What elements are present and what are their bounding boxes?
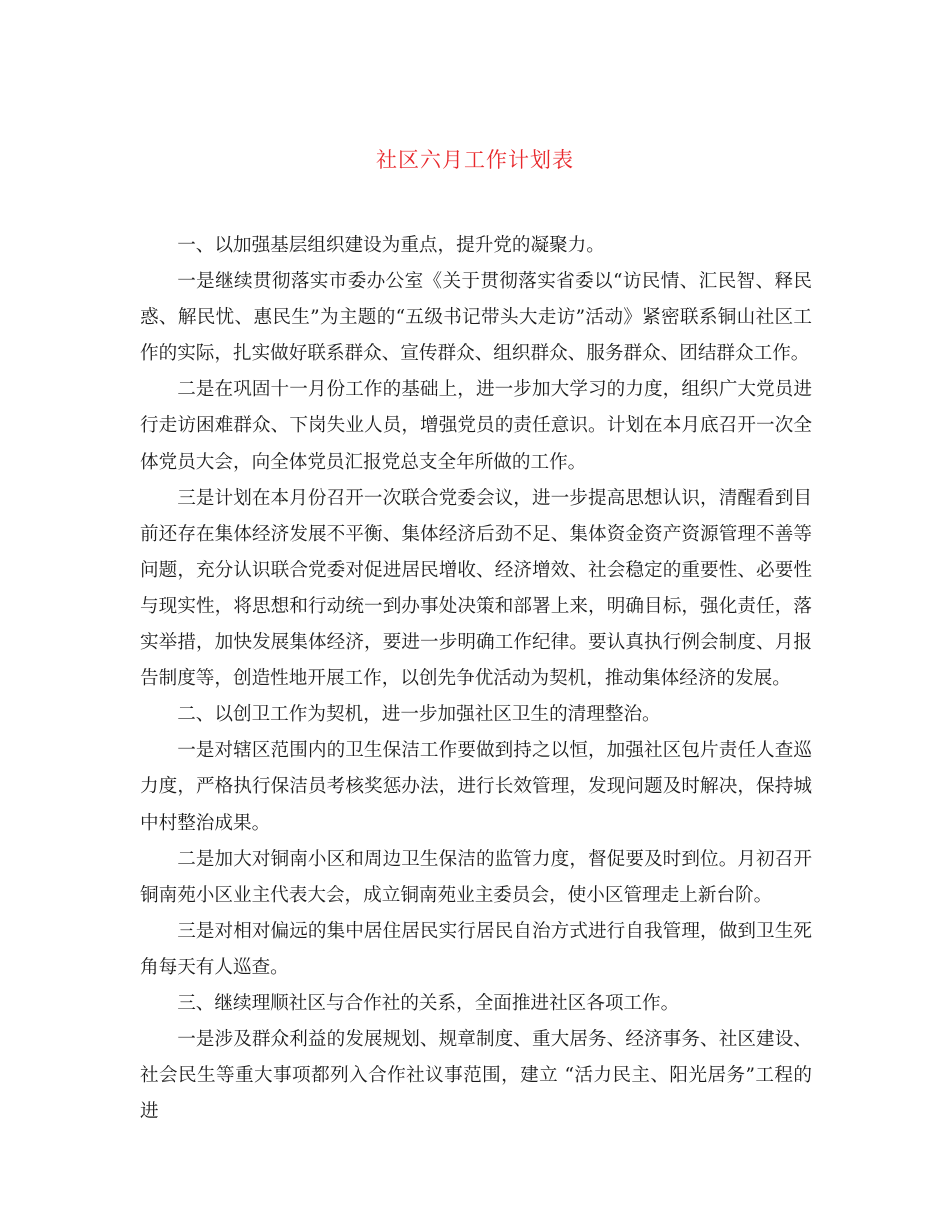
paragraph: 三是对相对偏远的集中居住居民实行居民自治方式进行自我管理，做到卫生死角每天有人巡查。 — [140, 920, 812, 978]
document-title: 社区六月工作计划表 — [376, 148, 574, 172]
paragraph-section-1-heading: 一、以加强基层组织建设为重点，提升党的凝聚力。 — [177, 235, 605, 256]
paragraph: 一是涉及群众利益的发展规划、规章制度、重大居务、经济事务、社区建设、社会民生等重大事项都列入合作社议事范围，建立 “活力民主、阳光居务”工程的进 — [140, 1029, 812, 1123]
paragraph: 三是计划在本月份召开一次联合党委会议，进一步提高思想认识，清醒看到目前还存在集体经济发展不平衡、集体经济后劲不足、集体资金资产资源管理不善等问题，充分认识联合党委对促进居民增收、经济增效、社会稳定的重要性、必要性与现实性，将思想和行动统一到办事处决策和部署上来，明确目标，强化责任，落实举措，加快发展集体经济，要进一步明确工作纪律。要认真执行例会制度、月报告制度等，创造性地开展工作，以创先争优活动为契机，推动集体经济的发展。 — [140, 487, 812, 690]
paragraph-section-3-heading: 三、继续理顺社区与合作社的关系，全面推进社区各项工作。 — [177, 992, 680, 1014]
document-body — [140, 228, 812, 1130]
paragraph-section-2-heading: 二、以创卫工作为契机，进一步加强社区卫生的清理整治。 — [177, 704, 661, 726]
paragraph: 二是加大对铜南小区和周边卫生保洁的监管力度，督促要及时到位。月初召开铜南苑小区业主代表大会，成立铜南苑业主委员会，使小区管理走上新台阶。 — [140, 848, 812, 906]
paragraph: 一是继续贯彻落实市委办公室《关于贯彻落实省委以“访民情、汇民智、释民惑、解民忧、惠民生”为主题的“五级书记带头大走访”活动》紧密联系铜山社区工作的实际，扎实做好联系群众、宣传群众、组织群众、服务群众、团结群众工作。 — [140, 271, 812, 365]
paragraph: 二是在巩固十一月份工作的基础上，进一步加大学习的力度，组织广大党员进行走访困难群众、下岗失业人员，增强党员的责任意识。计划在本月底召开一次全体党员大会，向全体党员汇报党总支全年所做的工作。 — [140, 379, 812, 473]
paragraph: 一是对辖区范围内的卫生保洁工作要做到持之以恒，加强社区包片责任人查巡力度，严格执行保洁员考核奖惩办法，进行长效管理，发现问题及时解决，保持城中村整治成果。 — [140, 740, 812, 834]
